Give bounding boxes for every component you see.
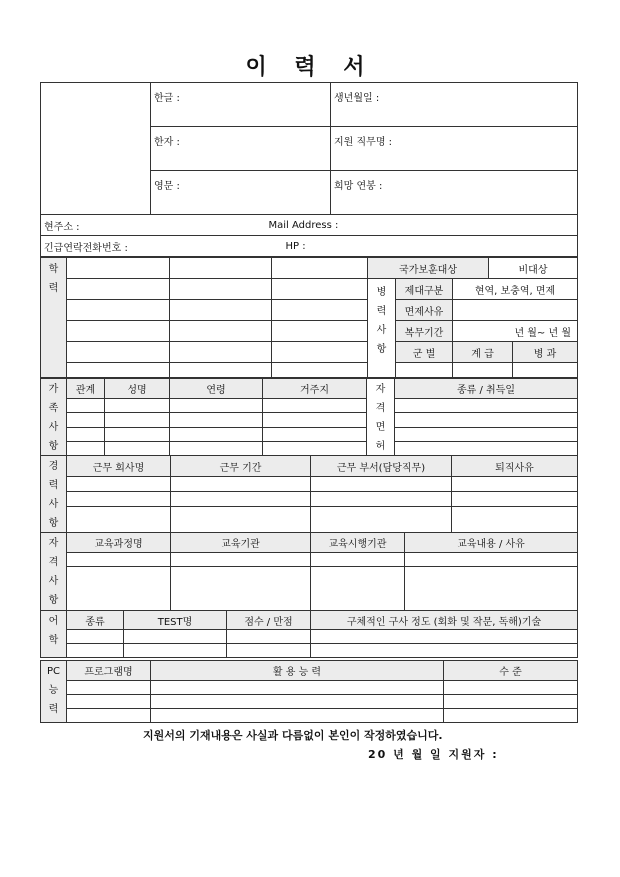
qual-header-provider: 교육시행기관 <box>311 533 405 553</box>
pc-header-level: 수 준 <box>444 661 578 681</box>
type-value[interactable] <box>513 363 578 378</box>
rank-value[interactable] <box>453 363 513 378</box>
license-cell[interactable] <box>395 427 578 442</box>
branch-label: 군 별 <box>396 342 453 363</box>
family-cell[interactable] <box>105 427 170 442</box>
family-cell[interactable] <box>170 398 263 413</box>
language-section <box>40 610 578 658</box>
career-cell[interactable] <box>311 506 452 533</box>
salary-field[interactable]: 희망 연봉 : <box>331 171 578 215</box>
education-side-label: 학 력 <box>41 258 67 378</box>
family-cell[interactable] <box>67 427 105 442</box>
career-cell[interactable] <box>452 491 578 506</box>
edu-cell[interactable] <box>67 342 170 363</box>
career-cell[interactable] <box>67 491 171 506</box>
lang-cell[interactable] <box>67 644 124 658</box>
family-cell[interactable] <box>263 427 367 442</box>
qual-cell[interactable] <box>311 553 405 567</box>
qual-header-content: 교육내용 / 사유 <box>405 533 578 553</box>
license-header: 종류 / 취득일 <box>395 379 578 399</box>
edu-cell[interactable] <box>272 321 368 342</box>
career-cell[interactable] <box>311 491 452 506</box>
pc-cell[interactable] <box>444 695 578 709</box>
korean-name-field[interactable]: 한글 : <box>151 83 331 127</box>
english-name-field[interactable]: 영문 : <box>151 171 331 215</box>
edu-cell[interactable] <box>170 321 272 342</box>
pc-cell[interactable] <box>67 695 151 709</box>
pc-cell[interactable] <box>67 681 151 695</box>
career-header-period: 근무 기간 <box>171 456 311 477</box>
family-cell[interactable] <box>67 413 105 428</box>
declaration-statement: 지원서의 기재내용은 사실과 다름없이 본인이 작정하였습니다. <box>143 729 443 742</box>
personal-info-section <box>40 82 578 257</box>
signature-line[interactable]: 20 년 월 일 지원자 : <box>368 748 499 761</box>
edu-cell[interactable] <box>272 300 368 321</box>
period-label: 복무기간 <box>396 321 453 342</box>
career-cell[interactable] <box>452 506 578 533</box>
lang-cell[interactable] <box>227 630 311 644</box>
page-title: 이 력 서 <box>245 55 375 80</box>
family-cell[interactable] <box>105 398 170 413</box>
education-military-section <box>40 257 578 378</box>
career-cell[interactable] <box>452 477 578 492</box>
career-cell[interactable] <box>171 506 311 533</box>
career-header-company: 근무 회사명 <box>67 456 171 477</box>
edu-cell[interactable] <box>67 300 170 321</box>
discharge-label: 제대구분 <box>396 279 453 300</box>
career-cell[interactable] <box>67 506 171 533</box>
career-section <box>40 455 578 534</box>
discharge-value[interactable]: 현역, 보충역, 면제 <box>453 279 578 300</box>
license-cell[interactable] <box>395 398 578 413</box>
career-cell[interactable] <box>171 491 311 506</box>
lang-cell[interactable] <box>227 644 311 658</box>
family-side-label: 가 족 사 항 <box>41 379 67 457</box>
qual-cell[interactable] <box>171 553 311 567</box>
photo-box[interactable] <box>41 83 151 215</box>
pc-cell[interactable] <box>444 709 578 723</box>
military-side-label: 병 력 사 항 <box>368 279 396 378</box>
family-cell[interactable] <box>67 398 105 413</box>
edu-cell[interactable] <box>272 363 368 378</box>
pc-header-program: 프로그램명 <box>67 661 151 681</box>
family-header-name: 성명 <box>105 379 170 399</box>
lang-cell[interactable] <box>311 630 578 644</box>
emergency-phone-field[interactable]: 긴급연락전화번호 : <box>41 236 266 257</box>
branch-value[interactable] <box>396 363 453 378</box>
exempt-label: 면제사유 <box>396 300 453 321</box>
address-field[interactable]: 현주소 : <box>41 215 266 236</box>
period-value[interactable]: 년 월~ 년 월 <box>453 321 578 342</box>
qual-cell[interactable] <box>405 553 578 567</box>
lang-header-score: 점수 / 만점 <box>227 611 311 630</box>
family-header-residence: 거주지 <box>263 379 367 399</box>
career-cell[interactable] <box>171 477 311 492</box>
career-cell[interactable] <box>311 477 452 492</box>
pc-cell[interactable] <box>151 681 444 695</box>
qualification-section <box>40 532 578 611</box>
pc-header-ability: 활 용 능 력 <box>151 661 444 681</box>
edu-cell[interactable] <box>272 342 368 363</box>
lang-cell[interactable] <box>67 630 124 644</box>
pc-cell[interactable] <box>67 709 151 723</box>
qual-cell[interactable] <box>171 567 311 611</box>
career-header-dept: 근무 부서(담당직무) <box>311 456 452 477</box>
exempt-value[interactable] <box>453 300 578 321</box>
qual-header-institution: 교육기관 <box>171 533 311 553</box>
edu-cell[interactable] <box>170 342 272 363</box>
pc-cell[interactable] <box>444 681 578 695</box>
qualification-side-label: 자 격 사 항 <box>41 533 67 611</box>
edu-cell[interactable] <box>170 363 272 378</box>
edu-cell[interactable] <box>67 258 170 279</box>
lang-cell[interactable] <box>124 630 227 644</box>
family-cell[interactable] <box>170 413 263 428</box>
rank-label: 계 급 <box>453 342 513 363</box>
hanja-name-field[interactable]: 한자 : <box>151 127 331 171</box>
edu-cell[interactable] <box>170 279 272 300</box>
language-side-label: 어 학 <box>41 611 67 658</box>
family-cell[interactable] <box>105 413 170 428</box>
edu-cell[interactable] <box>67 321 170 342</box>
career-side-label: 경 력 사 항 <box>41 456 67 534</box>
license-side-label: 자 격 면 허 <box>367 379 395 457</box>
pc-skill-section <box>40 660 578 723</box>
edu-cell[interactable] <box>272 258 368 279</box>
edu-cell[interactable] <box>170 258 272 279</box>
career-header-reason: 퇴직사유 <box>452 456 578 477</box>
qual-cell[interactable] <box>311 567 405 611</box>
edu-cell[interactable] <box>170 300 272 321</box>
lang-cell[interactable] <box>311 644 578 658</box>
qual-cell[interactable] <box>405 567 578 611</box>
mail-field[interactable]: Mail Address : <box>266 215 578 236</box>
qual-cell[interactable] <box>67 567 171 611</box>
birth-date-field[interactable]: 생년월일 : <box>331 83 578 127</box>
lang-header-proficiency: 구체적인 구사 정도 (회화 및 작문, 독해)기술 <box>311 611 578 630</box>
edu-cell[interactable] <box>67 279 170 300</box>
veteran-value[interactable]: 비대상 <box>489 258 578 279</box>
type-label: 병 과 <box>513 342 578 363</box>
family-header-relation: 관계 <box>67 379 105 399</box>
family-license-section <box>40 378 578 457</box>
pc-cell[interactable] <box>151 695 444 709</box>
edu-cell[interactable] <box>272 279 368 300</box>
lang-cell[interactable] <box>124 644 227 658</box>
license-cell[interactable] <box>395 413 578 428</box>
veteran-label: 국가보훈대상 <box>368 258 489 279</box>
edu-cell[interactable] <box>67 363 170 378</box>
career-cell[interactable] <box>67 477 171 492</box>
lang-header-test: TEST명 <box>124 611 227 630</box>
family-header-age: 연령 <box>170 379 263 399</box>
position-field[interactable]: 지원 직무명 : <box>331 127 578 171</box>
qual-header-course: 교육과정명 <box>67 533 171 553</box>
hp-field[interactable]: HP : <box>266 236 578 257</box>
family-cell[interactable] <box>263 398 367 413</box>
qual-cell[interactable] <box>67 553 171 567</box>
family-cell[interactable] <box>263 413 367 428</box>
pc-cell[interactable] <box>151 709 444 723</box>
pc-side-label: PC 능 력 <box>41 661 67 723</box>
lang-header-type: 종류 <box>67 611 124 630</box>
family-cell[interactable] <box>170 427 263 442</box>
